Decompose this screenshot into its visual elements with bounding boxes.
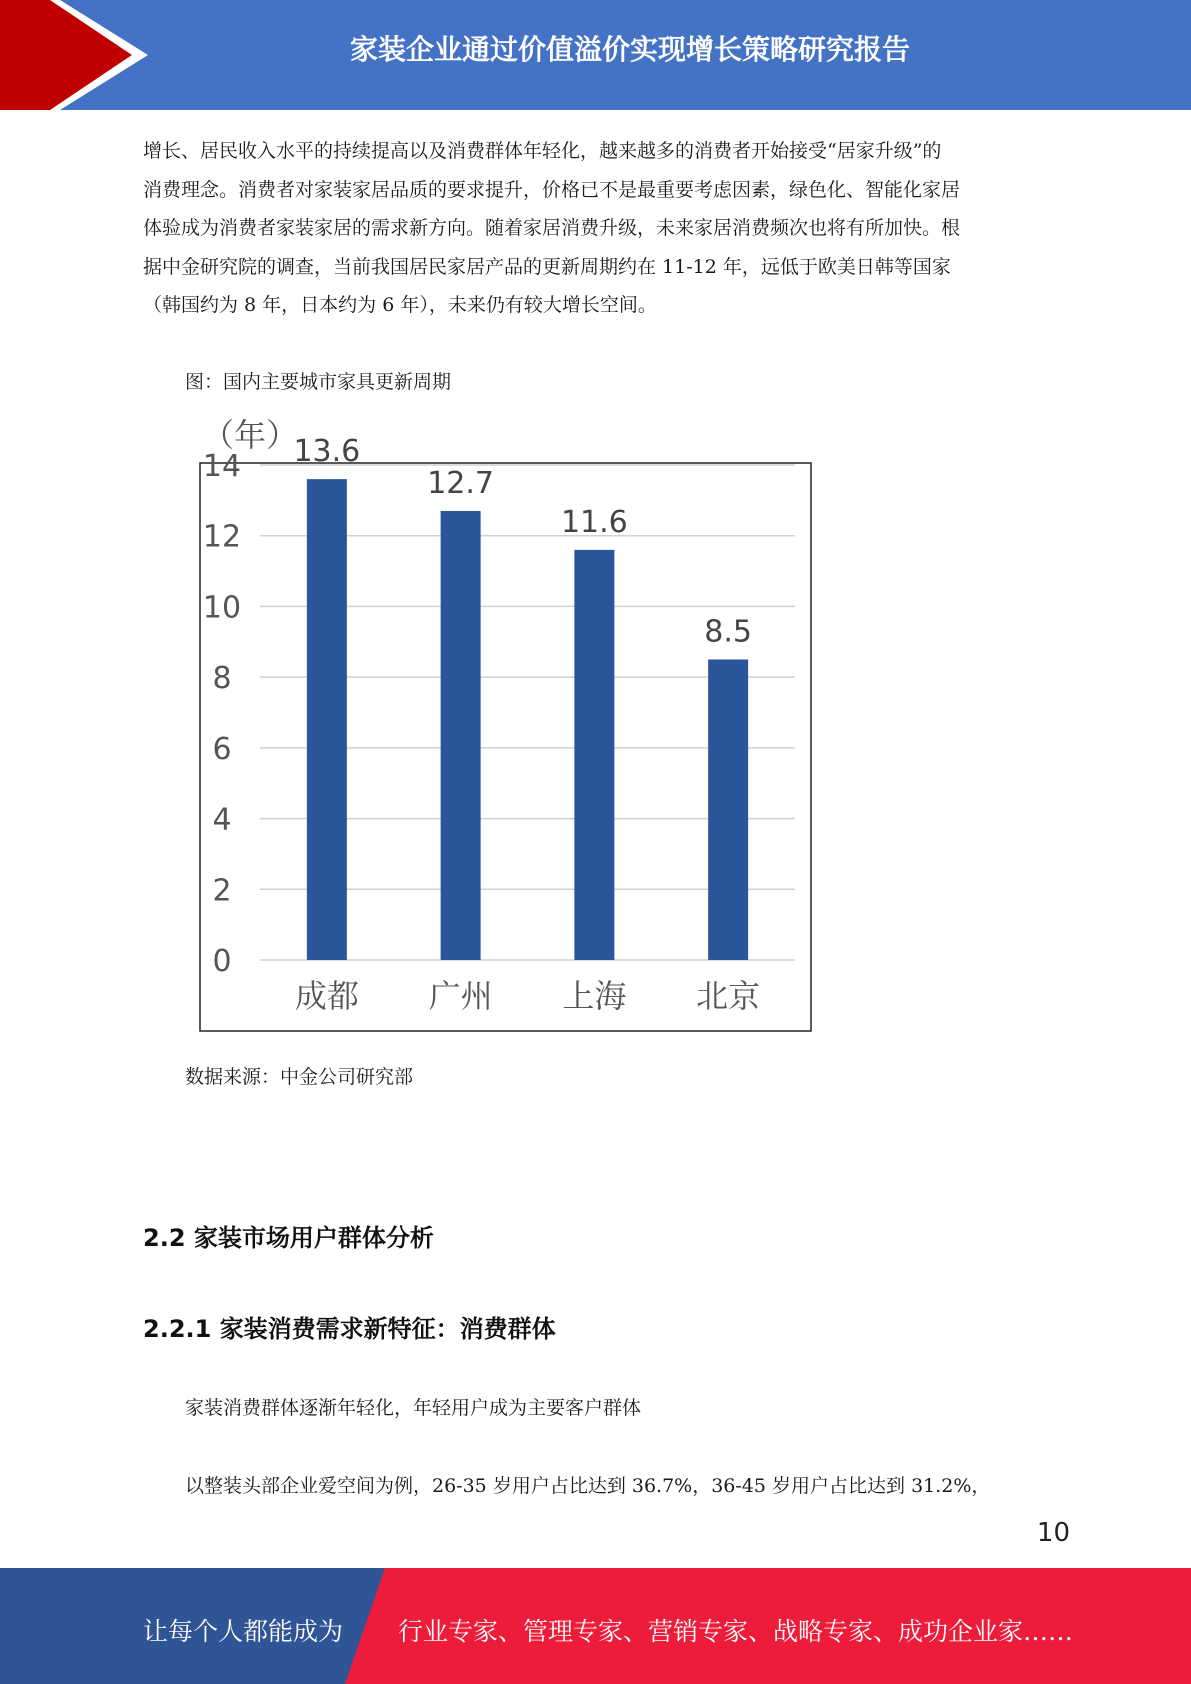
y-tick-label: 10 [202,590,242,626]
body-line: 家装消费群体逐渐年轻化，年轻用户成为主要客户群体 [185,1397,642,1419]
y-tick-label: 12 [202,519,242,555]
data-label: 8.5 [704,614,752,650]
body-line: 以整装头部企业爱空间为例，26-35 岁用户占比达到 36.7%，36-45 岁用户占比达到 31.2%， [185,1475,991,1497]
header-bar [0,0,1191,110]
paragraph-line: 据中金研究院的调查，当前我国居民家居产品的更新周期约在 11-12 年，远低于欧美日韩等国家 [143,255,951,278]
bar-成都 [307,479,347,960]
chart-svg [190,410,830,1035]
report-title: 家装企业通过价值溢价实现增长策略研究报告 [349,33,910,66]
furniture-renewal-chart [190,410,830,1035]
page-number: 10 [1036,1518,1070,1548]
paragraph-line: 消费理念。消费者对家装家居品质的要求提升，价格已不是最重要考虑因素，绿色化、智能化家居 [143,178,961,201]
chart-unit-label: （年） [202,416,299,454]
figure-caption: 图：国内主要城市家具更新周期 [185,371,452,393]
x-category-label: 成都 [294,977,359,1015]
x-category-label: 北京 [696,977,761,1015]
x-category-label: 广州 [428,977,493,1015]
data-label: 13.6 [293,434,361,470]
data-label: 12.7 [427,465,495,501]
bar-北京 [708,659,748,960]
y-tick-label: 6 [212,731,232,767]
footer-slogan-right: 行业专家、管理专家、营销专家、战略专家、成功企业家…… [398,1617,1074,1646]
bar-上海 [574,550,614,960]
intro-paragraph [143,132,1048,325]
paragraph-line: 增长、居民收入水平的持续提高以及消费群体年轻化，越来越多的消费者开始接受“居家升级”的 [143,140,942,162]
y-tick-label: 14 [202,449,242,484]
footer-banner [0,1568,1191,1684]
y-tick-label: 8 [212,661,232,697]
x-category-label: 上海 [562,977,627,1015]
footer-slogan-left: 让每个人都能成为 [143,1617,344,1646]
paragraph-line: （韩国约为 8 年，日本约为 6 年），未来仍有较大增长空间。 [143,294,657,316]
bar-广州 [441,511,481,960]
y-tick-label: 0 [212,944,232,979]
section-heading-2-2: 2.2 家装市场用户群体分析 [143,1224,434,1252]
y-tick-label: 4 [212,802,232,838]
section-heading-2-2-1: 2.2.1 家装消费需求新特征：消费群体 [143,1315,556,1343]
figure-source: 数据来源：中金公司研究部 [185,1066,414,1088]
paragraph-line: 体验成为消费者家装家居的需求新方向。随着家居消费升级，未来家居消费频次也将有所加快。根 [143,217,961,239]
y-tick-label: 2 [212,873,232,909]
header-arrow-decoration [0,0,160,110]
data-label: 11.6 [560,504,628,540]
